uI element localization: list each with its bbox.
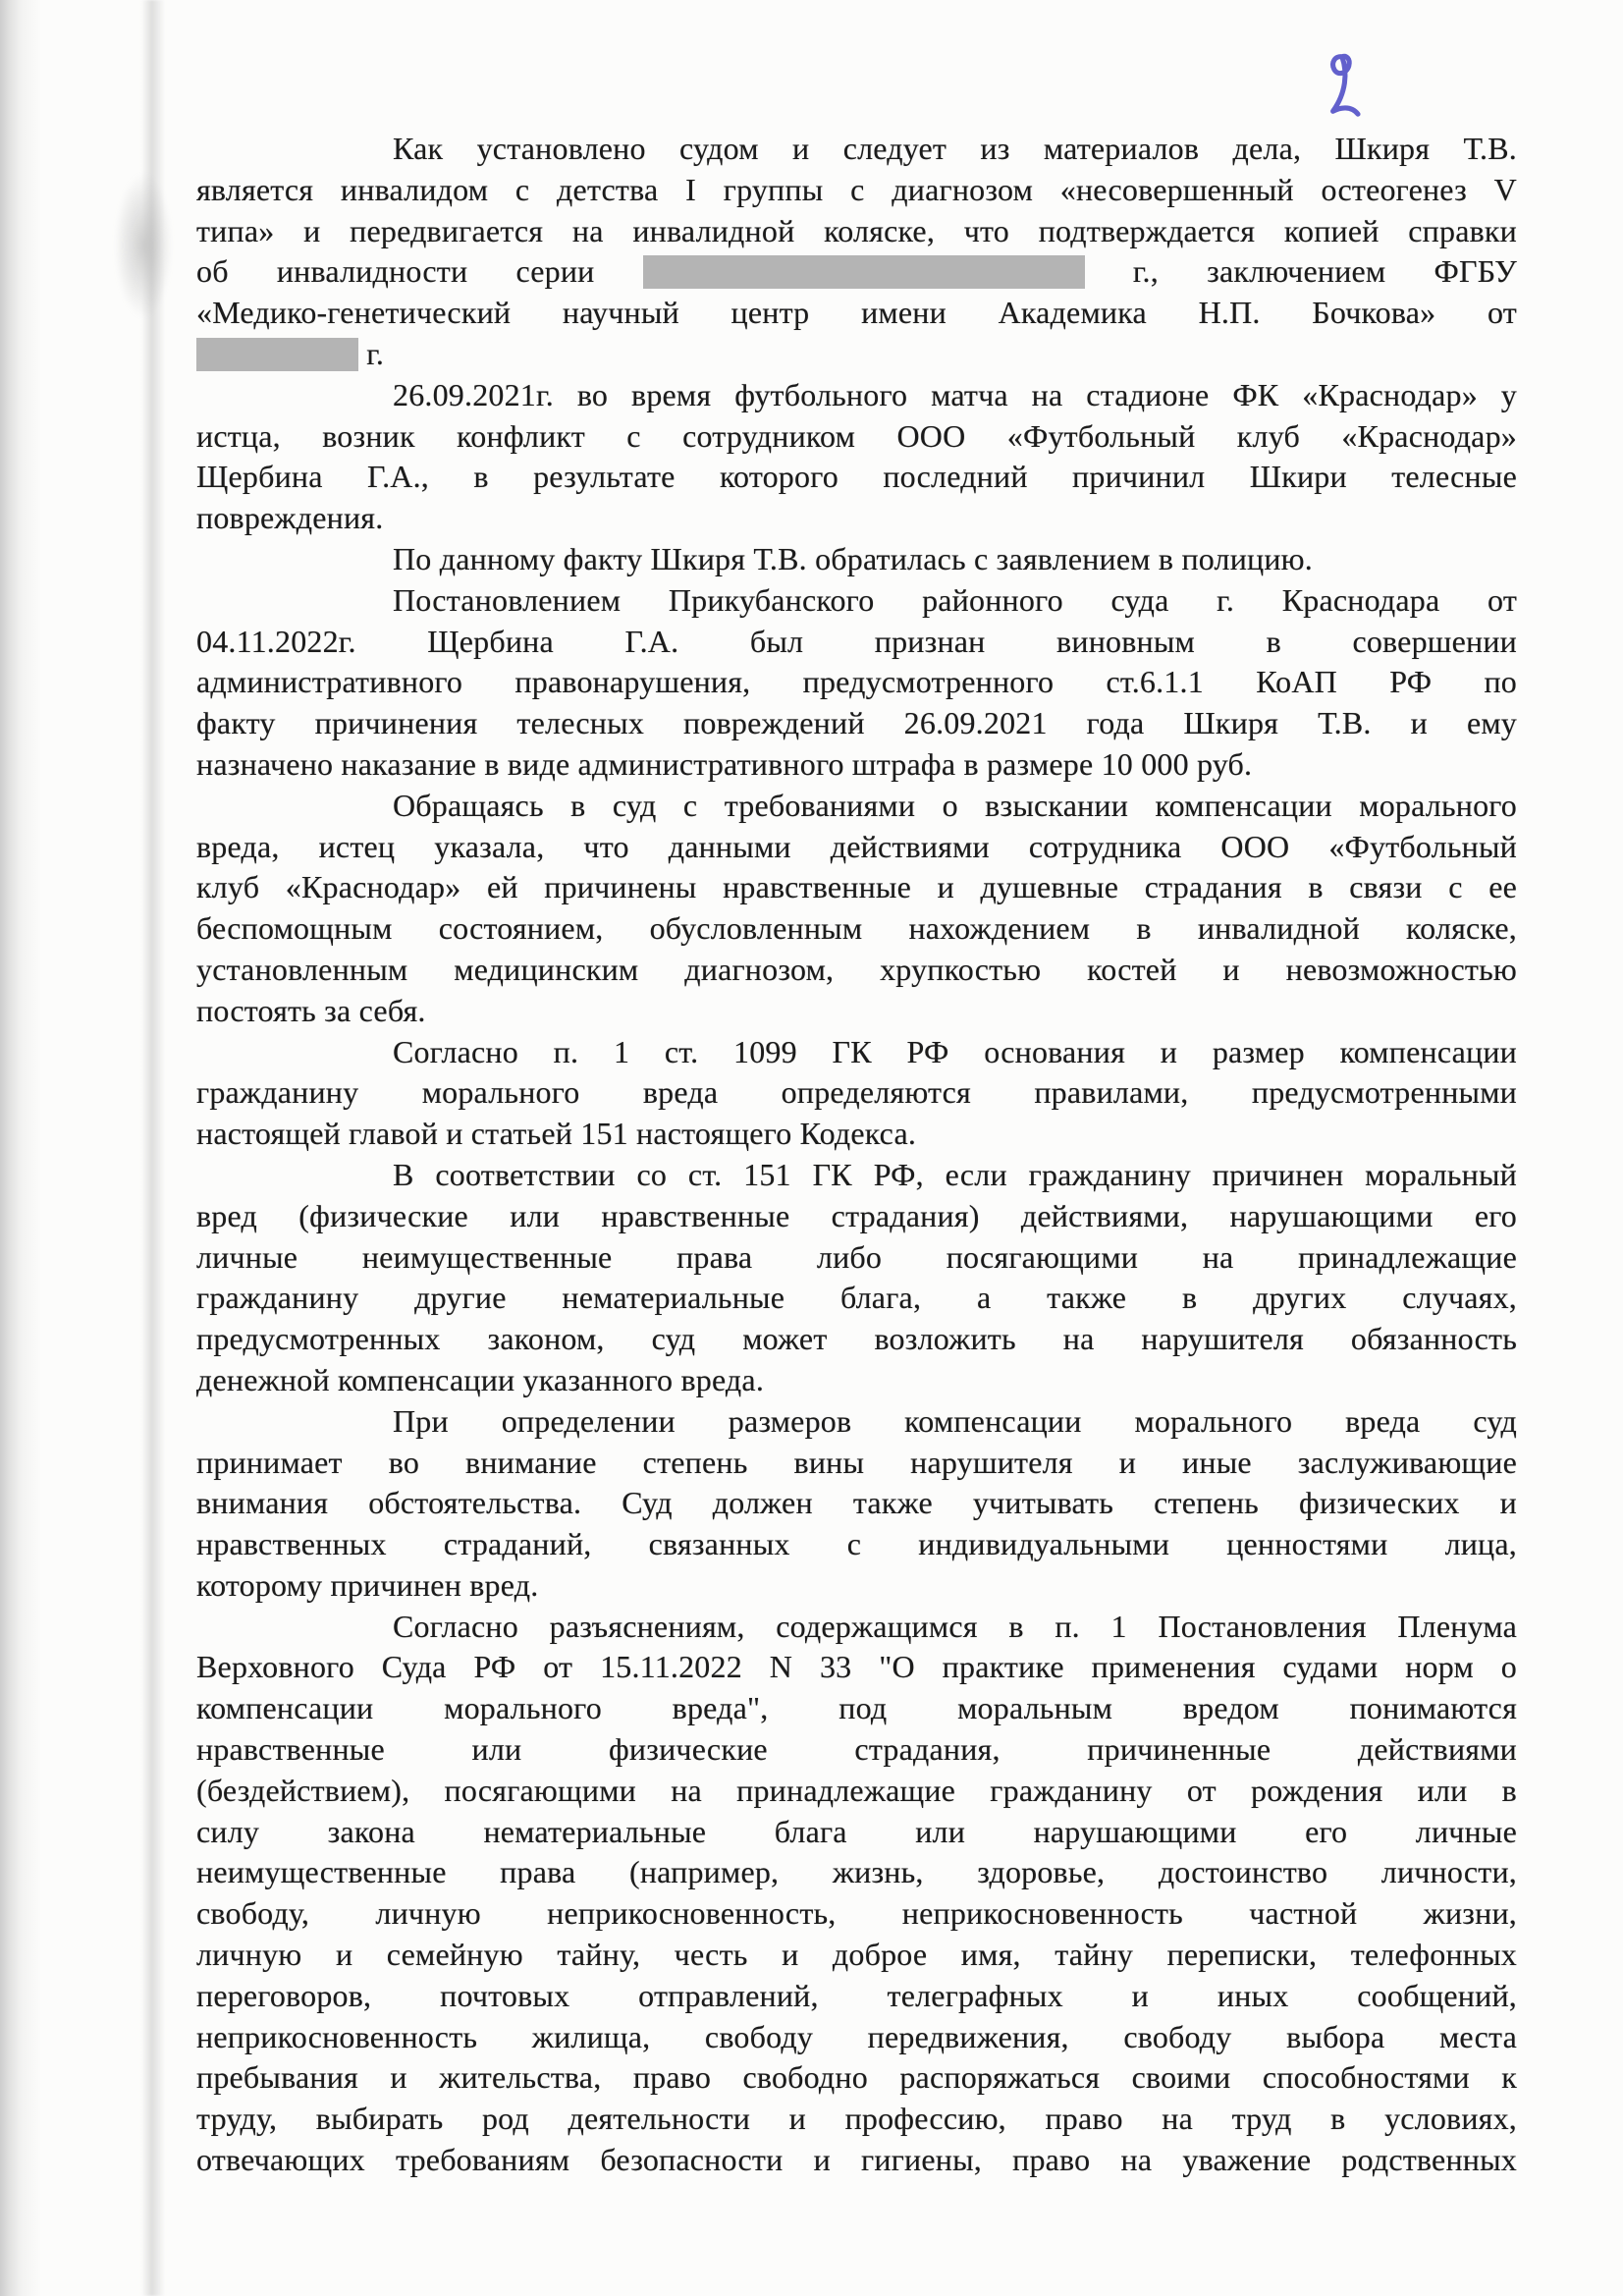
text-line: постоять за себя. [196, 992, 426, 1028]
text-line: беспомощным состоянием, обусловленным нахождением в инвалидной коляске, [196, 910, 1517, 947]
text-line: повреждения. [196, 500, 384, 536]
text-line: истца, возник конфликт с сотрудником ООО «Футбольный клуб «Краснодар» [196, 417, 1517, 454]
text-line: 26.09.2021г. во время футбольного матча на стадионе ФК «Краснодар» у [393, 376, 1517, 412]
text-line: Постановлением Прикубанского районного суда г. Краснодара от [393, 581, 1517, 618]
text-line: Как установлено судом и следует из материалов дела, Шкиря Т.В. [393, 131, 1517, 166]
text-line: является инвалидом с детства I группы с диагнозом «несовершенный остеогенез V [196, 171, 1517, 207]
text-line: 04.11.2022г. Щербина Г.А. был признан виновным в совершении [196, 623, 1517, 659]
text-line: силу закона нематериальные блага или нарушающими его личные [196, 1813, 1517, 1849]
handwritten-2-icon [1322, 51, 1365, 124]
document-text [196, 129, 1517, 2181]
text-line: гражданину другие нематериальные блага, а также в других случаях, [196, 1280, 1517, 1316]
text-line: личные неимущественные права либо посягающими на принадлежащие [196, 1238, 1517, 1275]
text-line: личную и семейную тайну, честь и доброе имя, тайну переписки, телефонных [196, 1937, 1517, 1973]
text-line: клуб «Краснодар» ей причинены нравственные и душевные страдания в связи с ее [196, 869, 1517, 905]
text-line: нравственные или физические страдания, причиненные действиями [196, 1731, 1517, 1768]
text-line: внимания обстоятельства. Суд должен также учитывать степень физических и [196, 1485, 1517, 1521]
text-line: (бездействием), посягающими на принадлежащие гражданину от рождения или в [196, 1772, 1517, 1808]
text-line: пребывания и жительства, право свободно распоряжаться своими способностями к [196, 2059, 1517, 2096]
scan-fold-streak [141, 0, 165, 2296]
text-line: административного правонарушения, предусмотренного ст.6.1.1 КоАП РФ по [196, 664, 1517, 700]
text-line: свободу, личную неприкосновенность, неприкосновенность частной жизни, [196, 1895, 1517, 1932]
text-line: принимает во внимание степень вины нарушителя и иные заслуживающие [196, 1444, 1517, 1480]
text-line: «Медико-генетический научный центр имени Академика Н.П. Бочкова» от [196, 295, 1517, 331]
text-line: Щербина Г.А., в результате которого последний причинил Шкири телесные [196, 459, 1517, 495]
text-line: об инвалидности серии г., заключением ФГБУ [196, 253, 1518, 290]
text-line: труду, выбирать род деятельности и профессию, право на труд в условиях, [196, 2101, 1517, 2137]
text-line: денежной компенсации указанного вреда. [196, 1361, 765, 1397]
text-line: г. [196, 334, 1517, 375]
text-line: нравственных страданий, связанных с индивидуальными ценностями лица, [196, 1526, 1517, 1562]
redaction-bar [643, 255, 1085, 289]
handwritten-page-number [1322, 51, 1365, 124]
text-line: отвечающих требованиям безопасности и гигиены, право на уважение родственных [196, 2142, 1517, 2178]
text-line: компенсации морального вреда", под моральным вредом понимаются [196, 1690, 1517, 1726]
text-line: установленным медицинским диагнозом, хрупкостью костей и невозможностью [196, 951, 1517, 987]
text-line: назначено наказание в виде административного штрафа в размере 10 000 руб. [196, 745, 1253, 782]
text-line: Обращаясь в суд с требованиями о взыскании компенсации морального [393, 787, 1517, 823]
text-line: гражданину морального вреда определяются правилами, предусмотренными [196, 1074, 1517, 1111]
text-line: типа» и передвигается на инвалидной коляске, что подтверждается копией справки [196, 212, 1517, 248]
text-line: неимущественные права (например, жизнь, здоровье, достоинство личности, [196, 1854, 1517, 1890]
text-line: При определении размеров компенсации морального вреда суд [393, 1402, 1517, 1439]
text-line: Согласно разъяснениям, содержащимся в п. 1 Постановления Пленума [393, 1608, 1517, 1644]
scan-smudge [114, 172, 173, 319]
redaction-bar [196, 338, 358, 371]
text-line: По данному факту Шкиря Т.В. обратилась с заявлением в полицию. [393, 540, 1313, 576]
text-line: которому причинен вред. [196, 1566, 539, 1603]
text-line: Согласно п. 1 ст. 1099 ГК РФ основания и размер компенсации [393, 1033, 1517, 1069]
text-line: вред (физические или нравственные страдания) действиями, нарушающими его [196, 1197, 1517, 1233]
text-line: В соответствии со ст. 151 ГК РФ, если гражданину причинен моральный [393, 1156, 1517, 1192]
text-line: неприкосновенность жилища, свободу передвижения, свободу выбора места [196, 2018, 1517, 2054]
text-line: факту причинения телесных повреждений 26.09.2021 года Шкиря Т.В. и ему [196, 705, 1517, 741]
text-line: предусмотренных законом, суд может возложить на нарушителя обязанность [196, 1321, 1517, 1357]
text-line: настоящей главой и статьей 151 настоящего Кодекса. [196, 1116, 917, 1152]
text-line: переговоров, почтовых отправлений, телеграфных и иных сообщений, [196, 1977, 1517, 2013]
scan-edge-shadow [0, 0, 41, 2296]
text-line: Верховного Суда РФ от 15.11.2022 N 33 "О практике применения судами норм о [196, 1649, 1517, 1685]
text-line: вреда, истец указала, что данными действиями сотрудника ООО «Футбольный [196, 828, 1517, 864]
